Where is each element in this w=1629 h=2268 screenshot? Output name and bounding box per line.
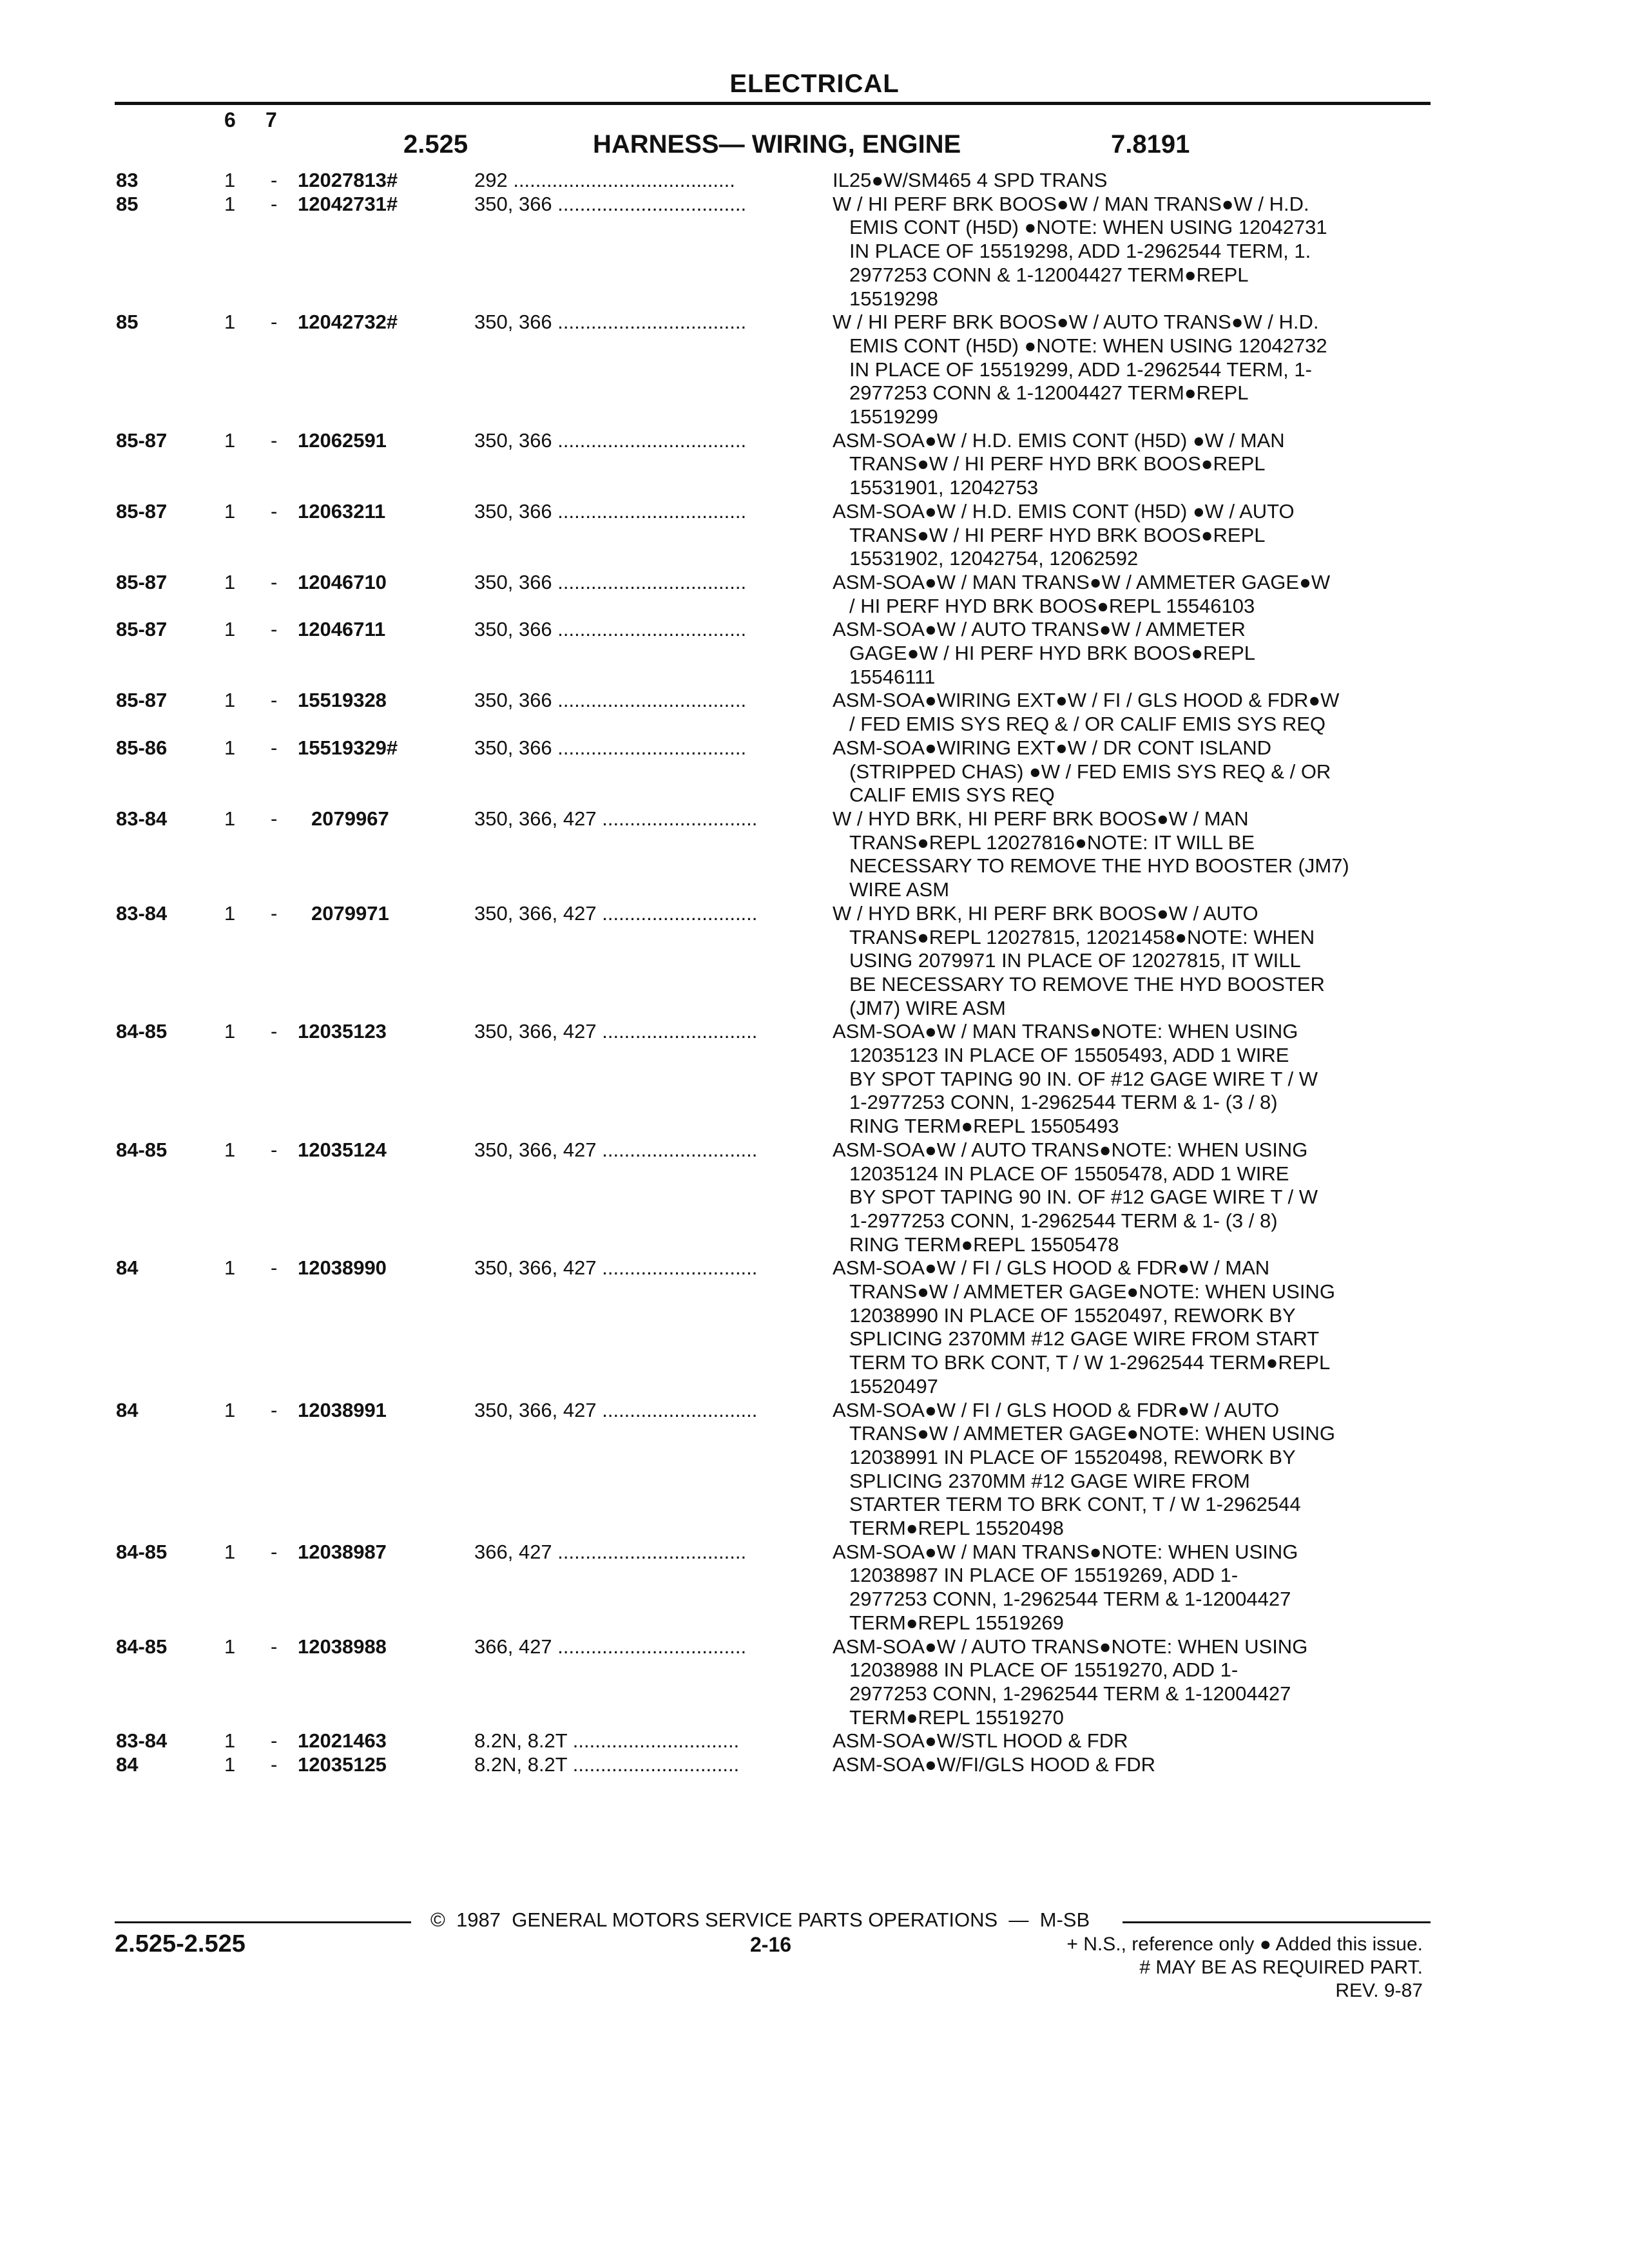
description-line: 12038991 IN PLACE OF 15520498, REWORK BY: [849, 1445, 1296, 1468]
part-row: [0, 902, 1629, 1021]
description-line: 12038987 IN PLACE OF 15519269, ADD 1-: [849, 1564, 1239, 1587]
part-number-cell: 12038987: [298, 1540, 387, 1563]
dash-cell: -: [271, 807, 278, 830]
description-line: SPLICING 2370MM #12 GAGE WIRE FROM: [849, 1469, 1250, 1492]
description-cell: [833, 618, 1432, 689]
description-line: 15546111: [849, 665, 936, 688]
usage-cell: 350, 366 ..................................: [474, 499, 747, 523]
dash-cell: -: [271, 169, 278, 191]
part-row: [0, 1020, 1629, 1139]
description-line: EMIS CONT (H5D) ●NOTE: WHEN USING 12042732: [849, 334, 1327, 357]
year-cell: 85-87: [116, 570, 168, 593]
footer-legend: [1066, 1933, 1423, 2003]
part-row: [0, 429, 1629, 500]
description-line: ASM-SOA●W / MAN TRANS●NOTE: WHEN USING: [833, 1540, 1298, 1563]
description-cell: [833, 736, 1432, 807]
part-number-cell: 12035125: [298, 1753, 387, 1776]
description-line: 15519298: [849, 287, 938, 310]
group-title: HARNESS— WIRING, ENGINE: [593, 130, 961, 159]
usage-cell: 8.2N, 8.2T ..............................: [474, 1753, 740, 1776]
description-line: IL25●W/SM465 4 SPD TRANS: [833, 169, 1108, 191]
description-line: / HI PERF HYD BRK BOOS●REPL 15546103: [849, 594, 1255, 617]
description-line: (STRIPPED CHAS) ●W / FED EMIS SYS REQ & / OR: [849, 760, 1331, 783]
year-cell: 83: [116, 169, 139, 191]
description-line: IN PLACE OF 15519298, ADD 1-2962544 TERM, 1.: [849, 240, 1311, 263]
part-number-cell: 12046710: [298, 570, 387, 593]
description-line: BY SPOT TAPING 90 IN. OF #12 GAGE WIRE T / W: [849, 1067, 1318, 1090]
description-line: 15531902, 12042754, 12062592: [849, 547, 1139, 570]
part-row: [0, 1139, 1629, 1257]
description-line: ASM-SOA●WIRING EXT●W / FI / GLS HOOD & FDR●W: [833, 689, 1340, 712]
description-line: TRANS●W / AMMETER GAGE●NOTE: WHEN USING: [849, 1280, 1335, 1303]
description-cell: [833, 1729, 1432, 1753]
column-6-heading: 6: [224, 108, 236, 131]
description-line: 12035124 IN PLACE OF 15505478, ADD 1 WIRE: [849, 1162, 1289, 1185]
usage-cell: 350, 366 ..................................: [474, 618, 747, 641]
quantity-cell: 1: [224, 901, 236, 925]
description-cell: [833, 311, 1432, 429]
description-line: W / HYD BRK, HI PERF BRK BOOS●W / AUTO: [833, 901, 1258, 925]
revision-date: REV. 9-87: [1335, 1980, 1423, 2001]
year-cell: 85: [116, 311, 139, 334]
description-line: 15531901, 12042753: [849, 476, 1039, 499]
description-cell: [833, 429, 1432, 500]
part-number-cell: 2079967: [311, 807, 389, 830]
description-line: W / HI PERF BRK BOOS●W / AUTO TRANS●W / H.D.: [833, 311, 1319, 334]
description-line: TERM●REPL 15519270: [849, 1706, 1064, 1729]
part-number-cell: 12038990: [298, 1256, 387, 1280]
section-range: 2.525-2.525: [115, 1930, 246, 1957]
quantity-cell: 1: [224, 192, 236, 215]
part-number-cell: 12027813#: [298, 169, 398, 191]
dash-cell: -: [271, 1753, 278, 1776]
year-cell: 84: [116, 1398, 139, 1421]
description-line: ASM-SOA●W/FI/GLS HOOD & FDR: [833, 1753, 1155, 1776]
description-cell: [833, 571, 1432, 618]
description-cell: [833, 1399, 1432, 1541]
usage-cell: 350, 366 ..................................: [474, 736, 747, 759]
description-cell: [833, 1256, 1432, 1398]
dash-cell: -: [271, 618, 278, 641]
usage-cell: 350, 366 ..................................: [474, 570, 747, 593]
year-cell: 83-84: [116, 901, 168, 925]
year-cell: 85-87: [116, 689, 168, 712]
part-row: [0, 1729, 1629, 1753]
dash-cell: -: [271, 736, 278, 759]
description-line: RING TERM●REPL 15505493: [849, 1115, 1119, 1138]
part-number-cell: 12042732#: [298, 311, 398, 334]
description-cell: [833, 689, 1432, 736]
part-number-cell: 12038991: [298, 1398, 387, 1421]
description-cell: [833, 169, 1432, 193]
page-number: 2-16: [750, 1933, 792, 1956]
usage-cell: 350, 366 ..................................: [474, 192, 747, 215]
description-line: IN PLACE OF 15519299, ADD 1-2962544 TERM, 1-: [849, 358, 1312, 381]
description-line: TRANS●W / HI PERF HYD BRK BOOS●REPL: [849, 523, 1266, 546]
dash-cell: -: [271, 1729, 278, 1753]
description-cell: [833, 902, 1432, 1021]
year-cell: 85-87: [116, 499, 168, 523]
description-line: ASM-SOA●W / AUTO TRANS●NOTE: WHEN USING: [833, 1635, 1308, 1658]
dash-cell: -: [271, 1256, 278, 1280]
dash-cell: -: [271, 428, 278, 452]
header-rule: [115, 102, 1431, 105]
part-row: [0, 1399, 1629, 1541]
year-cell: 85-86: [116, 736, 168, 759]
usage-cell: 350, 366 ..................................: [474, 689, 747, 712]
description-line: 12038988 IN PLACE OF 15519270, ADD 1-: [849, 1658, 1239, 1682]
quantity-cell: 1: [224, 499, 236, 523]
description-cell: [833, 500, 1432, 571]
part-row: [0, 500, 1629, 571]
quantity-cell: 1: [224, 736, 236, 759]
description-cell: [833, 193, 1432, 311]
description-cell: [833, 1635, 1432, 1730]
description-line: TERM●REPL 15520498: [849, 1517, 1064, 1540]
description-line: TERM●REPL 15519269: [849, 1611, 1064, 1634]
description-cell: [833, 1020, 1432, 1139]
description-line: GAGE●W / HI PERF HYD BRK BOOS●REPL: [849, 642, 1256, 665]
description-cell: [833, 1753, 1432, 1777]
quantity-cell: 1: [224, 570, 236, 593]
year-cell: 84-85: [116, 1635, 168, 1658]
description-cell: [833, 1541, 1432, 1635]
quantity-cell: 1: [224, 1020, 236, 1043]
part-number-cell: 12035123: [298, 1020, 387, 1043]
part-number-cell: 15519329#: [298, 736, 398, 759]
quantity-cell: 1: [224, 1635, 236, 1658]
usage-cell: 366, 427 ..................................: [474, 1540, 747, 1563]
quantity-cell: 1: [224, 1138, 236, 1161]
part-number-cell: 15519328: [298, 689, 387, 712]
year-cell: 83-84: [116, 807, 168, 830]
usage-cell: 350, 366, 427 ............................: [474, 1256, 758, 1280]
description-line: NECESSARY TO REMOVE THE HYD BOOSTER (JM7): [849, 854, 1349, 878]
dash-cell: -: [271, 570, 278, 593]
dash-cell: -: [271, 1635, 278, 1658]
description-line: 15520497: [849, 1374, 938, 1398]
dash-cell: -: [271, 1138, 278, 1161]
description-line: WIRE ASM: [849, 878, 950, 901]
parts-list: [0, 169, 1629, 1777]
year-cell: 84-85: [116, 1138, 168, 1161]
description-line: 2977253 CONN, 1-2962544 TERM & 1-12004427: [849, 1682, 1291, 1705]
quantity-cell: 1: [224, 428, 236, 452]
part-row: [0, 689, 1629, 736]
group-number: 2.525: [403, 130, 468, 159]
legend-line-as-required: # MAY BE AS REQUIRED PART.: [1139, 1957, 1423, 1978]
description-line: 2977253 CONN, 1-2962544 TERM & 1-12004427: [849, 1588, 1291, 1611]
description-line: CALIF EMIS SYS REQ: [849, 783, 1055, 807]
dash-cell: -: [271, 1020, 278, 1043]
part-number-cell: 12062591: [298, 428, 387, 452]
description-line: ASM-SOA●WIRING EXT●W / DR CONT ISLAND: [833, 736, 1272, 759]
year-cell: 84: [116, 1256, 139, 1280]
description-line: 2977253 CONN & 1-12004427 TERM●REPL: [849, 263, 1249, 286]
description-line: USING 2079971 IN PLACE OF 12027815, IT WILL: [849, 949, 1301, 972]
quantity-cell: 1: [224, 311, 236, 334]
description-line: BY SPOT TAPING 90 IN. OF #12 GAGE WIRE T / W: [849, 1186, 1318, 1209]
description-line: / FED EMIS SYS REQ & / OR CALIF EMIS SYS REQ: [849, 713, 1325, 736]
footer-copyright: © 1987 GENERAL MOTORS SERVICE PARTS OPERATIONS — M-SB: [430, 1908, 1090, 1931]
description-line: TRANS●REPL 12027816●NOTE: IT WILL BE: [849, 831, 1255, 854]
page-title: ELECTRICAL: [729, 70, 900, 98]
dash-cell: -: [271, 311, 278, 334]
part-number-cell: 12046711: [298, 618, 386, 641]
description-line: W / HI PERF BRK BOOS●W / MAN TRANS●W / H.D.: [833, 192, 1309, 215]
usage-cell: 292 ........................................: [474, 169, 735, 191]
description-line: 12038990 IN PLACE OF 15520497, REWORK BY: [849, 1303, 1296, 1327]
description-line: ASM-SOA●W / H.D. EMIS CONT (H5D) ●W / MAN: [833, 428, 1285, 452]
column-7-heading: 7: [265, 108, 277, 131]
quantity-cell: 1: [224, 807, 236, 830]
usage-cell: 8.2N, 8.2T ..............................: [474, 1729, 740, 1753]
footer-rule-right: [1123, 1921, 1431, 1923]
year-cell: 85: [116, 192, 139, 215]
year-cell: 83-84: [116, 1729, 168, 1753]
description-line: ASM-SOA●W / FI / GLS HOOD & FDR●W / AUTO: [833, 1398, 1280, 1421]
year-cell: 84-85: [116, 1020, 168, 1043]
quantity-cell: 1: [224, 169, 236, 191]
part-row: [0, 1256, 1629, 1398]
part-row: [0, 193, 1629, 311]
description-line: 1-2977253 CONN, 1-2962544 TERM & 1- (3 / 8): [849, 1209, 1278, 1232]
description-line: ASM-SOA●W / AUTO TRANS●W / AMMETER: [833, 618, 1246, 641]
part-number-cell: 12035124: [298, 1138, 387, 1161]
dash-cell: -: [271, 192, 278, 215]
usage-cell: 350, 366 ..................................: [474, 311, 747, 334]
part-row: [0, 1753, 1629, 1777]
quantity-cell: 1: [224, 618, 236, 641]
description-line: ASM-SOA●W / H.D. EMIS CONT (H5D) ●W / AUTO: [833, 499, 1295, 523]
description-line: (JM7) WIRE ASM: [849, 996, 1006, 1019]
quantity-cell: 1: [224, 1729, 236, 1753]
description-line: 2977253 CONN & 1-12004427 TERM●REPL: [849, 381, 1249, 405]
part-number-cell: 12021463: [298, 1729, 387, 1753]
part-row: [0, 169, 1629, 193]
description-line: SPLICING 2370MM #12 GAGE WIRE FROM START: [849, 1327, 1320, 1350]
usage-cell: 350, 366 ..................................: [474, 428, 747, 452]
dash-cell: -: [271, 1398, 278, 1421]
part-row: [0, 571, 1629, 618]
description-line: ASM-SOA●W / MAN TRANS●W / AMMETER GAGE●W: [833, 570, 1331, 593]
part-row: [0, 1541, 1629, 1635]
footer-rule-left: [115, 1921, 411, 1923]
usage-cell: 350, 366, 427 ............................: [474, 1138, 758, 1161]
description-line: ASM-SOA●W / AUTO TRANS●NOTE: WHEN USING: [833, 1138, 1308, 1161]
description-line: ASM-SOA●W / FI / GLS HOOD & FDR●W / MAN: [833, 1256, 1270, 1280]
description-line: 12035123 IN PLACE OF 15505493, ADD 1 WIRE: [849, 1044, 1289, 1067]
quantity-cell: 1: [224, 1256, 236, 1280]
part-number-cell: 12063211: [298, 499, 386, 523]
year-cell: 84-85: [116, 1540, 168, 1563]
year-cell: 84: [116, 1753, 139, 1776]
part-number-cell: 12042731#: [298, 192, 398, 215]
description-line: TRANS●W / HI PERF HYD BRK BOOS●REPL: [849, 452, 1266, 476]
part-number-cell: 12038988: [298, 1635, 387, 1658]
description-line: RING TERM●REPL 15505478: [849, 1233, 1119, 1256]
dash-cell: -: [271, 901, 278, 925]
description-line: TRANS●REPL 12027815, 12021458●NOTE: WHEN: [849, 925, 1315, 948]
part-row: [0, 736, 1629, 807]
part-number-cell: 2079971: [311, 901, 389, 925]
description-line: ASM-SOA●W / MAN TRANS●NOTE: WHEN USING: [833, 1020, 1298, 1043]
group-reference: 7.8191: [1111, 130, 1190, 159]
part-row: [0, 1635, 1629, 1730]
dash-cell: -: [271, 689, 278, 712]
part-row: [0, 807, 1629, 902]
quantity-cell: 1: [224, 1753, 236, 1776]
description-line: TERM TO BRK CONT, T / W 1-2962544 TERM●REPL: [849, 1351, 1331, 1374]
description-line: W / HYD BRK, HI PERF BRK BOOS●W / MAN: [833, 807, 1249, 830]
description-line: STARTER TERM TO BRK CONT, T / W 1-2962544: [849, 1493, 1301, 1516]
quantity-cell: 1: [224, 1398, 236, 1421]
description-line: TRANS●W / AMMETER GAGE●NOTE: WHEN USING: [849, 1422, 1335, 1445]
description-line: 15519299: [849, 405, 938, 428]
dash-cell: -: [271, 499, 278, 523]
usage-cell: 350, 366, 427 ............................: [474, 901, 758, 925]
year-cell: 85-87: [116, 428, 168, 452]
dash-cell: -: [271, 1540, 278, 1563]
description-line: ASM-SOA●W/STL HOOD & FDR: [833, 1729, 1128, 1753]
quantity-cell: 1: [224, 689, 236, 712]
part-row: [0, 311, 1629, 429]
usage-cell: 350, 366, 427 ............................: [474, 1020, 758, 1043]
year-cell: 85-87: [116, 618, 168, 641]
legend-line-reference: + N.S., reference only ● Added this issue.: [1066, 1934, 1423, 1955]
quantity-cell: 1: [224, 1540, 236, 1563]
description-line: BE NECESSARY TO REMOVE THE HYD BOOSTER: [849, 972, 1325, 995]
part-row: [0, 618, 1629, 689]
description-cell: [833, 807, 1432, 902]
description-cell: [833, 1139, 1432, 1257]
description-line: 1-2977253 CONN, 1-2962544 TERM & 1- (3 / 8): [849, 1091, 1278, 1114]
usage-cell: 350, 366, 427 ............................: [474, 1398, 758, 1421]
usage-cell: 350, 366, 427 ............................: [474, 807, 758, 830]
usage-cell: 366, 427 ..................................: [474, 1635, 747, 1658]
description-line: EMIS CONT (H5D) ●NOTE: WHEN USING 12042731: [849, 216, 1327, 239]
